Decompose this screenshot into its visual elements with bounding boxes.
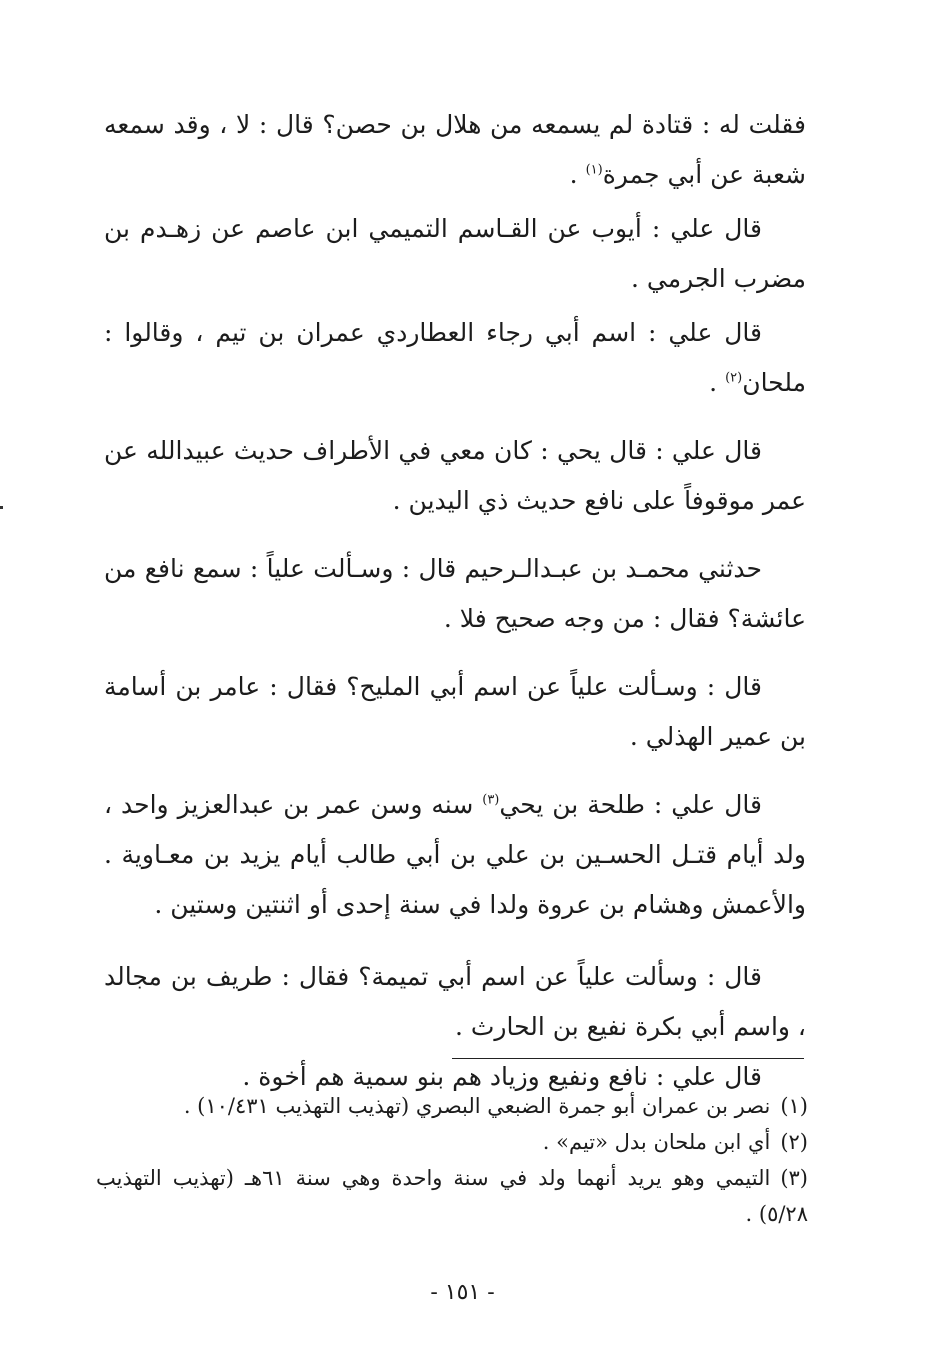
footnotes xyxy=(96,1088,808,1232)
paragraph-text: قال علي : اسم أبي رجاء العطاردي عمران بن تيم ، وقالوا : ملحان xyxy=(104,318,806,397)
footnote-number: (٢) xyxy=(780,1130,808,1154)
footnote-3 xyxy=(96,1160,808,1232)
footnote-text: التيمي وهو يريد أنهما ولد في سنة واحدة وهي سنة ٦١هـ (تهذيب التهذيب ٥/٢٨) . xyxy=(96,1166,808,1226)
paragraph-text: قال علي : طلحة بن يحي xyxy=(499,790,762,819)
paragraph-8: قال : وسألت علياً عن اسم أبي تميمة؟ فقال : طريف بن مجالد ، واسم أبي بكرة نفيع بن الحارث . xyxy=(104,962,806,1041)
footnote-number: (١) xyxy=(780,1094,808,1118)
footnote-text: نصر بن عمران أبو جمرة الضبعي البصري (تهذيب التهذيب ١٠/٤٣١) . xyxy=(183,1094,771,1118)
footnote-ref-3: (٣) xyxy=(482,792,500,808)
scan-mark xyxy=(0,506,3,509)
footnote-number: (٣) xyxy=(780,1166,808,1190)
paragraph-tail: . xyxy=(709,368,718,397)
paragraph-3 xyxy=(104,308,806,408)
footnote-ref-2: (٢) xyxy=(725,370,743,386)
paragraph-tail: . xyxy=(569,160,578,189)
footnote-divider xyxy=(452,1058,804,1059)
page-number: - ١٥١ - xyxy=(430,1280,495,1305)
paragraph-6: قال : وسـألت علياً عن اسم أبي المليح؟ فقال : عامر بن أسامة بن عمير الهذلي . xyxy=(104,672,806,751)
footnote-ref-1: (١) xyxy=(585,162,603,178)
main-text xyxy=(104,100,806,1102)
paragraph-1 xyxy=(104,100,806,200)
paragraph-5: حدثني محمـد بن عبـدالـرحيم قال : وسـألت علياً : سمع نافع من عائشة؟ فقال : من وجه صحيح فلا . xyxy=(104,554,806,633)
paragraph-text: سنه وسن عمر بن عبدالعزيز واحد ، ولد أيام قتـل الحسـين بن علي بن أبي طالب أيام يزيد بن معـاوية . والأعمش وهشام بن عروة ولدا في سنة إحدى أو اثنتين وستين . xyxy=(104,790,806,919)
paragraph-9: قال علي : نافع ونفيع وزياد هم بنو سمية هم أخوة . xyxy=(242,1062,762,1091)
paragraph-text: فقلت له : قتادة لم يسمعه من هلال بن حصن؟ قال : لا ، وقد سمعه شعبة عن أبي جمرة xyxy=(104,110,806,189)
paragraph-7 xyxy=(104,780,806,930)
footnote-text: أي ابن ملحان بدل «تيم» . xyxy=(542,1130,771,1154)
footnote-1 xyxy=(96,1088,808,1124)
paragraph-4: قال علي : قال يحي : كان معي في الأطراف حديث عبيدالله عن عمر موقوفاً على نافع حديث ذي اليدين . xyxy=(104,436,806,515)
paragraph-2: قال علي : أيوب عن القـاسم التميمي ابن عاصم عن زهـدم بن مضرب الجرمي . xyxy=(104,214,806,293)
footnote-2 xyxy=(96,1124,808,1160)
